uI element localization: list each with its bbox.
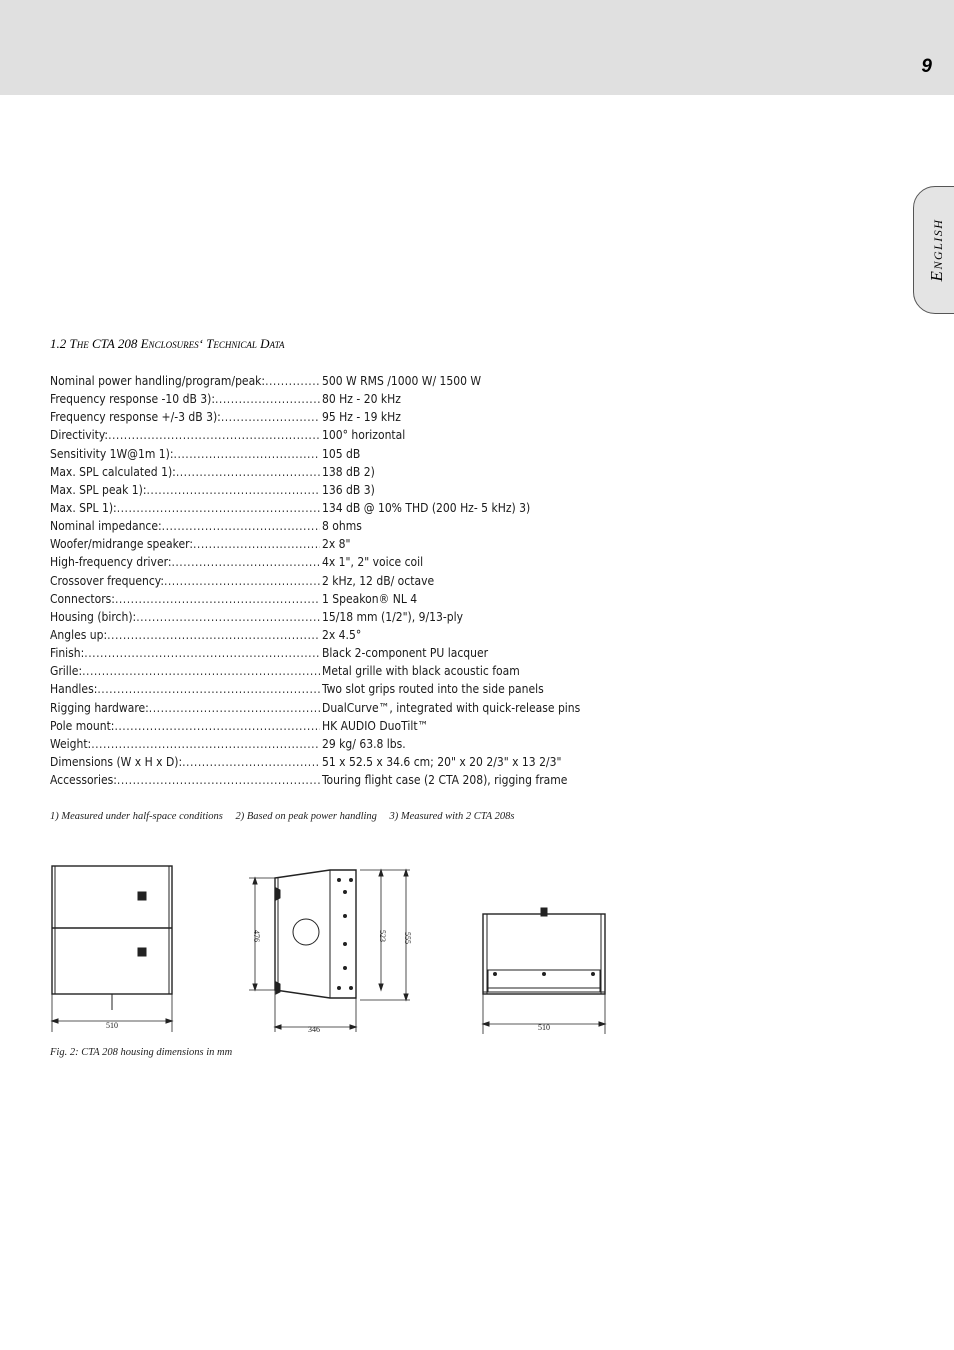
footnotes — [50, 811, 524, 822]
spec-row — [50, 717, 610, 735]
spec-label: Directivity: — [50, 428, 109, 443]
page-number: 9 — [921, 56, 932, 77]
spec-label: High-frequency driver: — [50, 555, 172, 570]
spec-row — [50, 626, 610, 644]
side-height-full-label: 555 — [403, 932, 412, 944]
spec-value: 138 dB 2) — [322, 464, 375, 479]
spec-label: Weight: — [50, 736, 92, 751]
spec-label: Crossover frequency: — [50, 573, 164, 588]
front-width-label: 510 — [106, 1021, 118, 1030]
spec-label: Handles: — [50, 682, 98, 697]
spec-label: Max. SPL 1): — [50, 500, 117, 515]
spec-row — [50, 372, 610, 390]
side-height-inner-label: 476 — [252, 930, 261, 942]
footnote: 1) Measured under half-space conditions — [50, 811, 223, 822]
spec-value: 80 Hz - 20 kHz — [322, 392, 401, 407]
header-bar — [0, 0, 954, 95]
spec-row — [50, 680, 610, 698]
spec-value: 15/18 mm (1/2"), 9/13-ply — [322, 609, 463, 624]
language-tab-label: English — [927, 218, 946, 282]
spec-value: 8 ohms — [322, 519, 362, 534]
spec-row — [50, 771, 610, 789]
spec-label: Dimensions (W x H x D): — [50, 754, 183, 769]
spec-row — [50, 699, 610, 717]
spec-value: 4x 1", 2" voice coil — [322, 555, 424, 570]
spec-value: 500 W RMS /1000 W/ 1500 W — [322, 374, 482, 388]
spec-value: DualCurve™, integrated with quick-release pins — [322, 700, 581, 715]
spec-label: Grille: — [50, 664, 83, 679]
spec-value: 100° horizontal — [322, 428, 406, 443]
spec-label: Connectors: — [50, 591, 115, 606]
figure-caption: Fig. 2: CTA 208 housing dimensions in mm — [50, 1047, 233, 1058]
spec-row — [50, 735, 610, 753]
spec-label: Rigging hardware: — [50, 700, 149, 715]
spec-value: 134 dB @ 10% THD (200 Hz- 5 kHz) 3) — [322, 500, 531, 515]
footnote: 2) Based on peak power handling — [235, 811, 377, 822]
spec-row — [50, 535, 610, 553]
spec-row — [50, 426, 610, 444]
spec-label: Nominal power handling/program/peak: — [50, 374, 266, 388]
spec-label: Sensitivity 1W@1m 1): — [50, 446, 174, 461]
spec-value: Touring flight case (2 CTA 208), rigging frame — [322, 773, 568, 788]
spec-table — [50, 372, 610, 789]
spec-row — [50, 572, 610, 590]
spec-value: 2 kHz, 12 dB/ octave — [322, 573, 435, 588]
spec-value: 95 Hz - 19 kHz — [322, 410, 401, 425]
side-height-mid-label: 523 — [378, 930, 387, 942]
footnote: 3) Measured with 2 CTA 208s — [389, 811, 515, 822]
dimension-drawing — [40, 860, 620, 1040]
language-tab[interactable] — [913, 186, 954, 314]
spec-row — [50, 753, 610, 771]
spec-row — [50, 408, 610, 426]
side-view — [249, 870, 410, 1032]
spec-label: Angles up: — [50, 627, 108, 642]
spec-row — [50, 390, 610, 408]
top-view — [483, 908, 605, 1034]
spec-value: 105 dB — [322, 446, 361, 461]
spec-label: Frequency response -10 dB 3): — [50, 392, 215, 407]
spec-label: Housing (birch): — [50, 609, 137, 624]
spec-label: Woofer/midrange speaker: — [50, 537, 193, 552]
spec-value: 1 Speakon® NL 4 — [322, 591, 418, 606]
spec-label: Max. SPL peak 1): — [50, 482, 147, 497]
spec-label: Frequency response +/-3 dB 3): — [50, 410, 221, 425]
spec-label: Nominal impedance: — [50, 519, 162, 534]
spec-value: 29 kg/ 63.8 lbs. — [322, 736, 406, 751]
spec-row — [50, 662, 610, 680]
spec-value: Two slot grips routed into the side panels — [322, 682, 544, 697]
spec-row — [50, 445, 610, 463]
spec-label: Accessories: — [50, 773, 117, 788]
top-width-label: 510 — [538, 1023, 550, 1032]
side-depth-label: 346 — [308, 1025, 320, 1034]
spec-value: 51 x 52.5 x 34.6 cm; 20" x 20 2/3" x 13 2/3" — [322, 754, 562, 769]
front-view — [52, 866, 172, 1032]
spec-row — [50, 517, 610, 535]
spec-label: Max. SPL calculated 1): — [50, 464, 176, 479]
spec-value: HK AUDIO DuoTilt™ — [322, 718, 429, 733]
spec-row — [50, 608, 610, 626]
section-title: 1.2 The CTA 208 Enclosures‘ Technical Data — [50, 336, 285, 351]
spec-row — [50, 499, 610, 517]
spec-value: Metal grille with black acoustic foam — [322, 664, 520, 679]
spec-row — [50, 553, 610, 571]
spec-value: 2x 4.5° — [322, 627, 362, 642]
spec-row — [50, 481, 610, 499]
spec-row — [50, 644, 610, 662]
spec-row — [50, 463, 610, 481]
spec-value: 136 dB 3) — [322, 482, 375, 497]
spec-label: Pole mount: — [50, 718, 115, 733]
spec-row — [50, 590, 610, 608]
spec-value: 2x 8" — [322, 537, 351, 552]
spec-value: Black 2-component PU lacquer — [322, 646, 489, 661]
spec-label: Finish: — [50, 646, 85, 661]
